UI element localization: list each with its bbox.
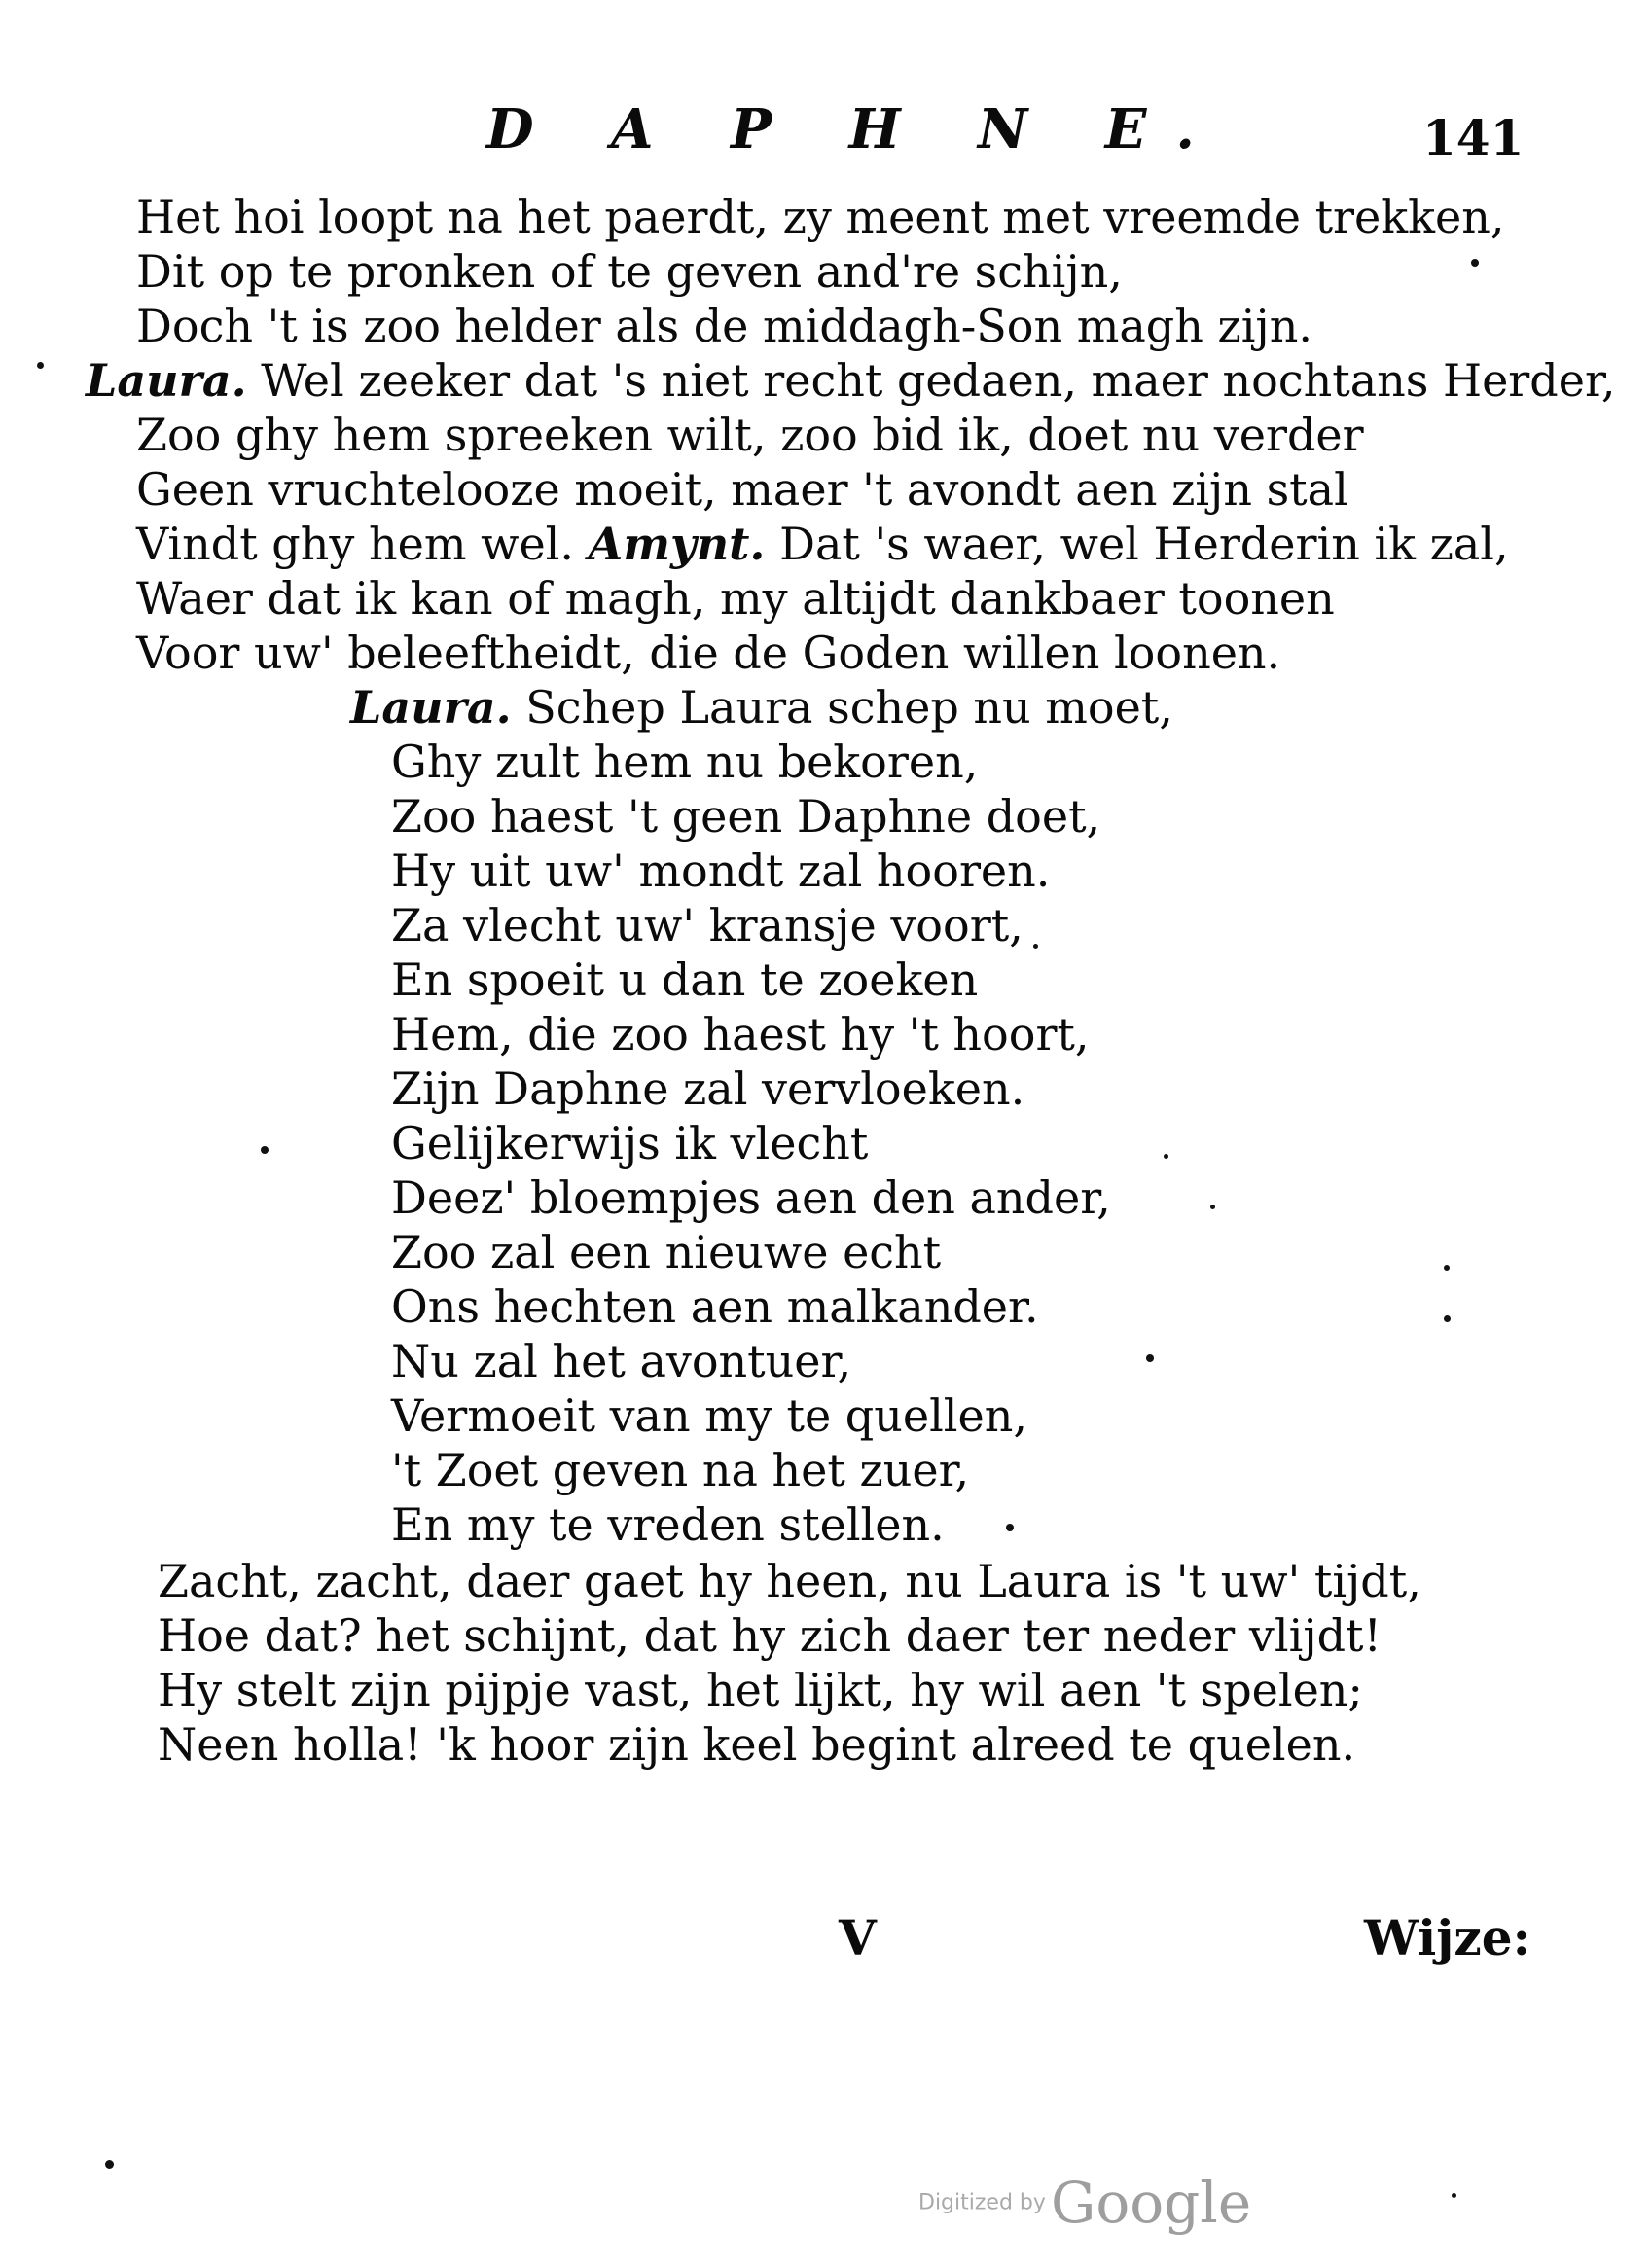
song-line: Nu zal het avontuer, [391, 1335, 852, 1387]
ink-speck [1033, 944, 1038, 949]
ink-speck [105, 2160, 114, 2169]
speaker-label: Laura. [86, 354, 247, 407]
verse-line: Hy stelt zijn pijpje vast, het lijkt, hy wil aen 't spelen; [158, 1664, 1363, 1716]
song-line: Gelijkerwijs ik vlecht [391, 1117, 869, 1169]
verse-line: Het hoi loopt na het paerdt, zy meent met vreemde trekken, [136, 191, 1505, 243]
song-line: Zoo zal een nieuwe echt [391, 1226, 942, 1278]
ink-speck [1164, 1154, 1168, 1159]
verse-line: Geen vruchtelooze moeit, maer 't avondt aen zijn stal [136, 463, 1348, 516]
ink-speck [37, 362, 44, 369]
page-number: 141 [1422, 109, 1525, 166]
song-line: Hem, die zoo haest hy 't hoort, [391, 1008, 1090, 1061]
song-line: Ghy zult hem nu bekoren, [391, 736, 979, 788]
song-line: En my te vreden stellen. [391, 1498, 945, 1551]
song-line: Deez' bloempjes aen den ander, [391, 1171, 1111, 1224]
verse-line: Neen holla! 'k hoor zijn keel begint alreed te quelen. [158, 1718, 1356, 1771]
song-line: Zijn Daphne zal vervloeken. [391, 1062, 1025, 1115]
running-header: D A P H N E. [486, 97, 1224, 162]
ink-speck [1444, 1265, 1450, 1271]
song-line: Ons hechten aen malkander. [391, 1280, 1039, 1333]
ink-speck [1471, 259, 1479, 267]
verse-line: Laura. Wel zeeker dat 's niet recht gedaen, maer nochtans Herder, [86, 354, 1616, 407]
ink-speck [1452, 2193, 1456, 2198]
ink-speck [1146, 1354, 1154, 1362]
ink-speck [261, 1146, 269, 1154]
watermark-prefix: Digitized by [918, 2190, 1046, 2215]
ink-speck [1210, 1205, 1215, 1209]
signature-mark: V [839, 1909, 877, 1966]
digitized-watermark [918, 2170, 1251, 2236]
verse-line: Hoe dat? het schijnt, dat hy zich daer ter neder vlijdt! [158, 1609, 1382, 1662]
song-line: Vermoeit van my te quellen, [391, 1389, 1027, 1442]
speaker-label: Amynt. [588, 518, 766, 570]
verse-line: Doch 't is zoo helder als de middagh-Son magh zijn. [136, 300, 1312, 352]
song-line: En spoeit u dan te zoeken [391, 953, 979, 1006]
song-line: 't Zoet geven na het zuer, [391, 1444, 970, 1496]
song-line: Zoo haest 't geen Daphne doet, [391, 790, 1101, 843]
song-line: Za vlecht uw' kransje voort, [391, 899, 1024, 952]
verse-line: Dit op te pronken of te geven and're schijn, [136, 245, 1123, 298]
verse-line: Vindt ghy hem wel. Amynt. Dat 's waer, wel Herderin ik zal, [136, 518, 1509, 570]
catchword: Wijze: [1364, 1909, 1531, 1966]
song-line: Hy uit uw' mondt zal hooren. [391, 845, 1051, 897]
verse-line: Zoo ghy hem spreeken wilt, zoo bid ik, doet nu verder [136, 409, 1364, 461]
song-line: Laura. Schep Laura schep nu moet, [350, 681, 1173, 734]
google-logo: Google [1051, 2170, 1252, 2236]
ink-speck [1444, 1315, 1451, 1322]
verse-line: Waer dat ik kan of magh, my altijdt dankbaer toonen [136, 572, 1335, 625]
verse-line: Voor uw' beleeftheidt, die de Goden willen loonen. [136, 627, 1281, 679]
speaker-label: Laura. [350, 681, 512, 734]
ink-speck [1006, 1524, 1014, 1531]
verse-line: Zacht, zacht, daer gaet hy heen, nu Laura is 't uw' tijdt, [158, 1555, 1421, 1607]
